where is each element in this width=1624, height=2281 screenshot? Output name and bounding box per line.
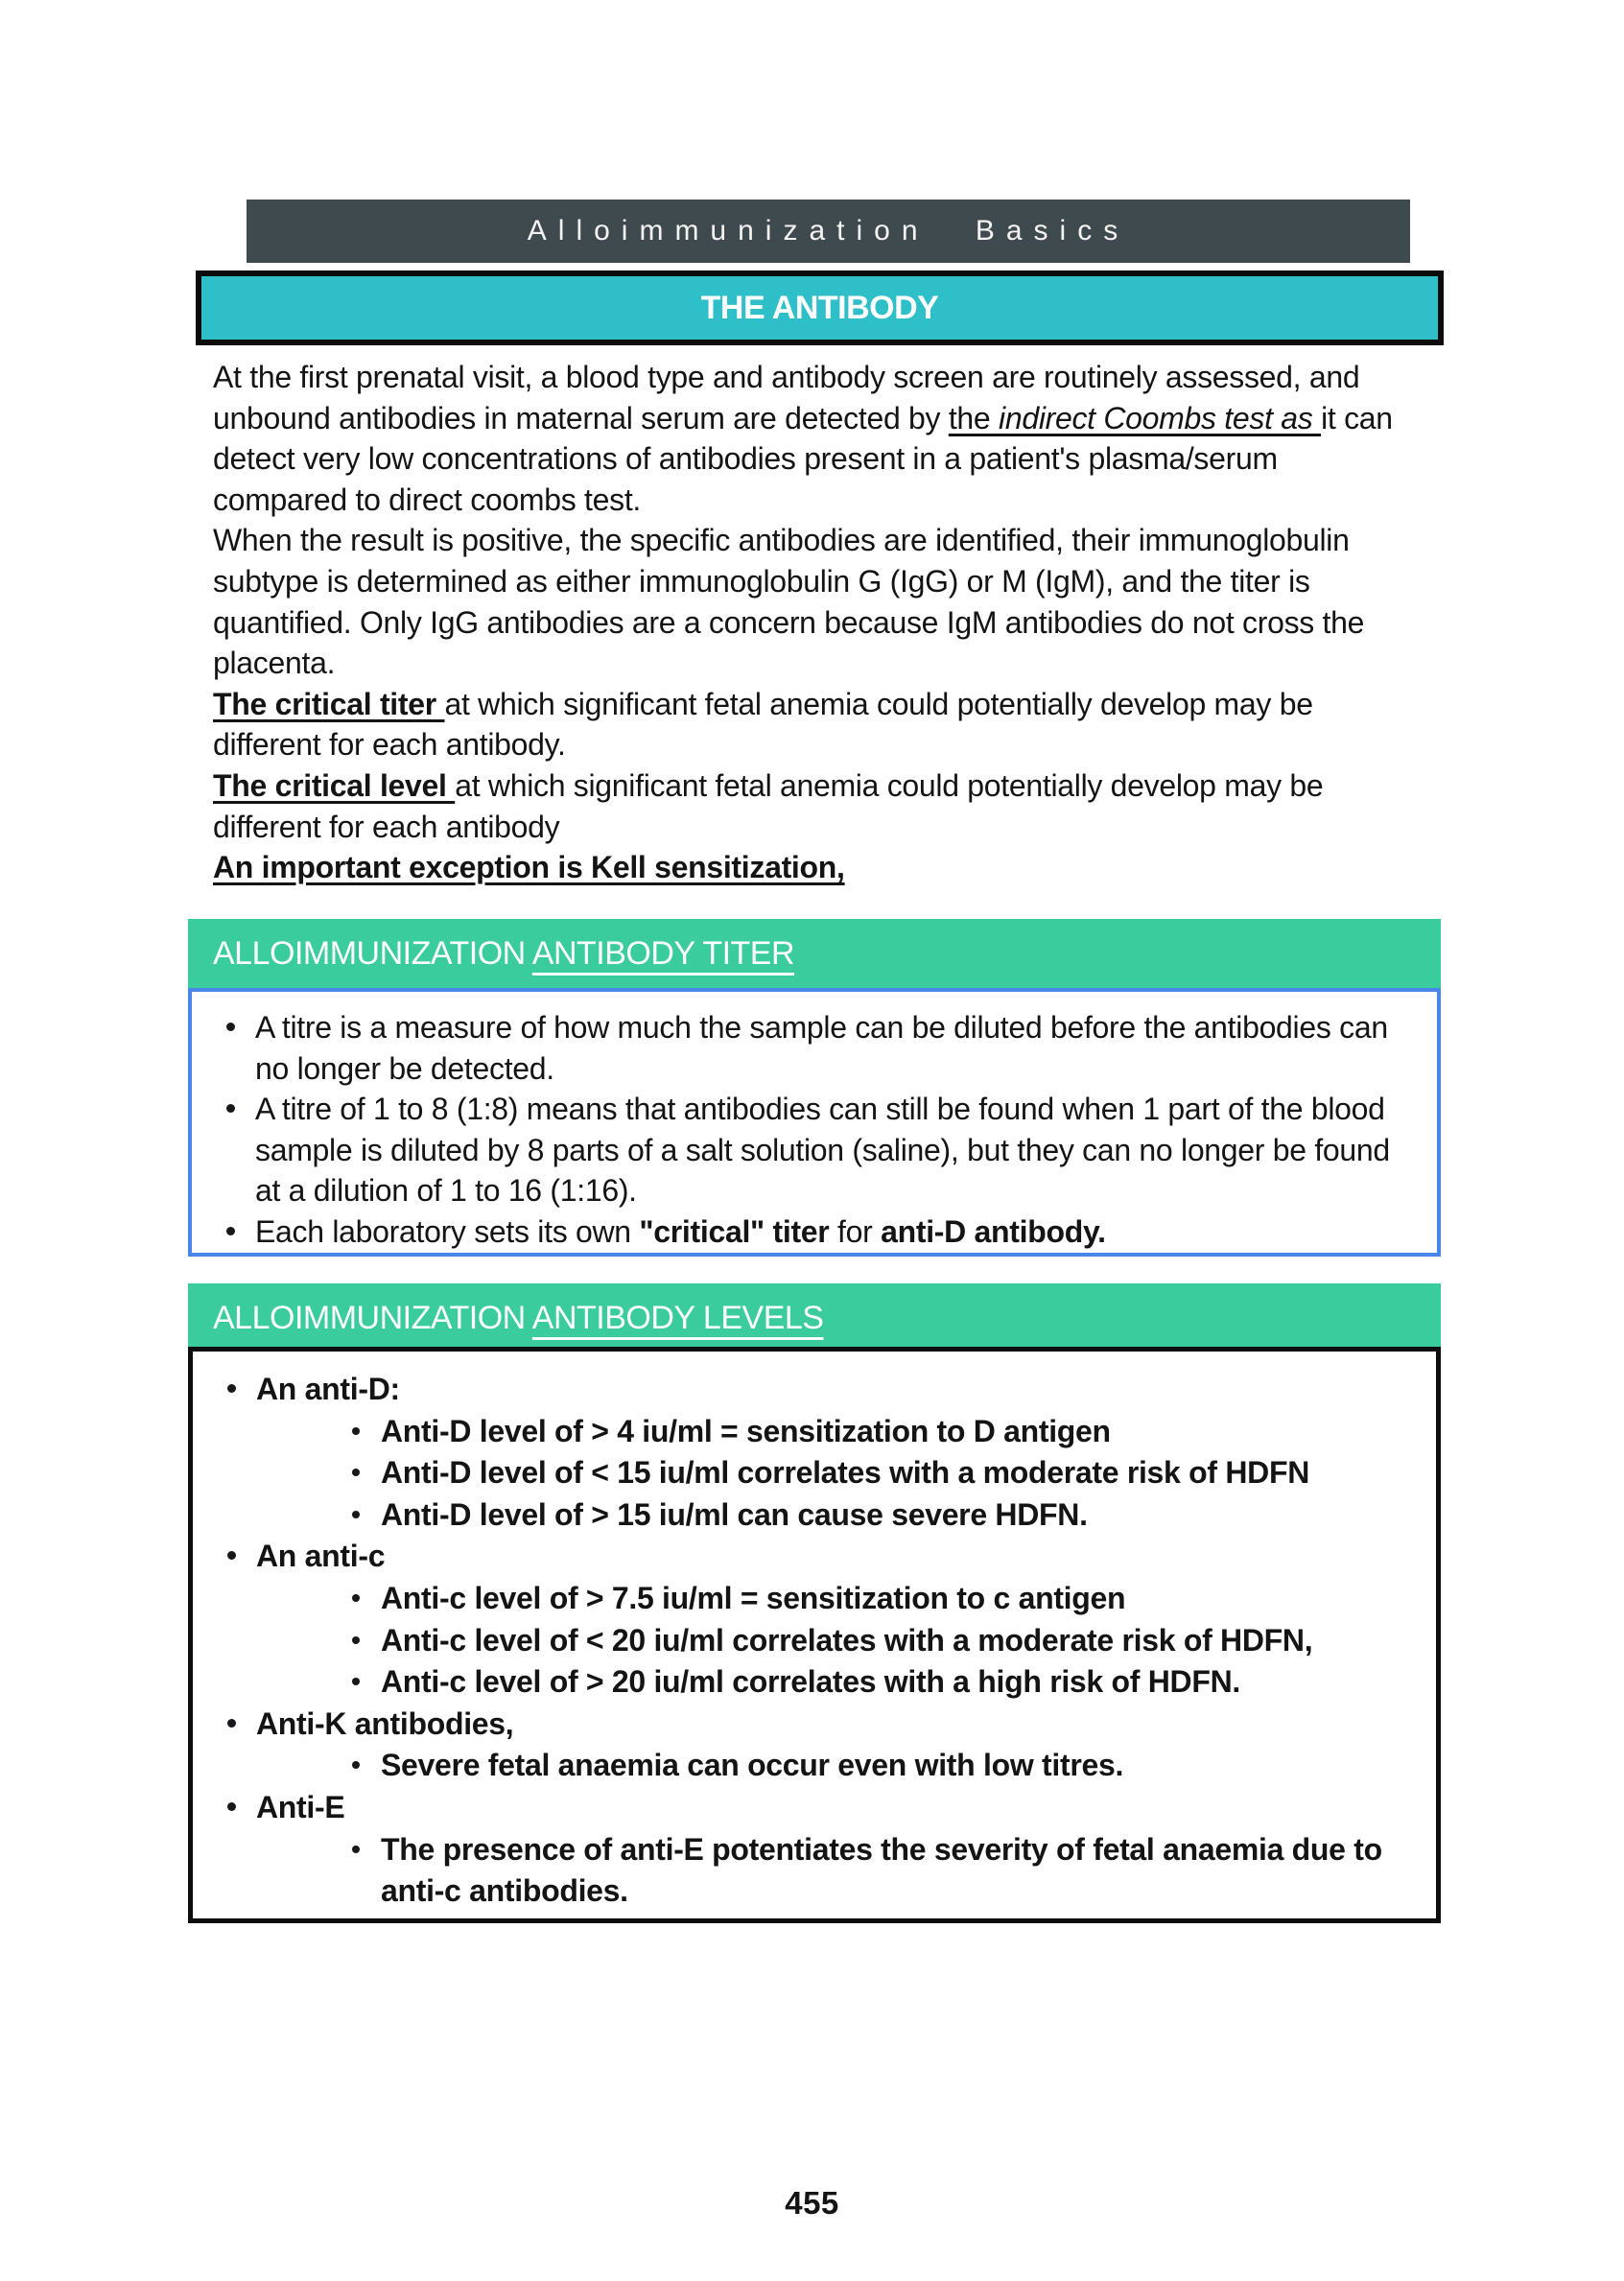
levels-group-anti-e: [212, 1787, 1407, 1913]
anti-d-sublist: [337, 1411, 1407, 1537]
intro-paragraph-5: [213, 847, 1414, 888]
levels-item: Anti-D level of > 4 iu/ml = sensitization to D antigen: [337, 1411, 1407, 1453]
intro-paragraph-2: [213, 520, 1414, 683]
text-segment: The critical level: [213, 767, 456, 803]
titer-header-underlined: ANTIBODY TITER: [531, 934, 795, 972]
levels-item: Severe fetal anaemia can occur even with low titres.: [337, 1745, 1407, 1787]
levels-list: [212, 1369, 1407, 1913]
page-number: 455: [785, 2185, 839, 2221]
text-segment: The critical titer: [213, 686, 445, 721]
text-segment: An important exception is Kell sensitization,: [213, 850, 845, 885]
levels-group-label: Anti-E: [256, 1789, 345, 1824]
text-segment: A titre is a measure of how much the sample can be diluted before the antibodies can no longer be detected.: [255, 1010, 1388, 1086]
titer-list-item-3: [211, 1211, 1402, 1253]
levels-header-underlined: ANTIBODY LEVELS: [531, 1299, 824, 1336]
text-segment: indirect Coombs test as: [999, 400, 1322, 435]
text-segment: at which significant fetal anemia could potentially develop may be different for each antibody: [213, 767, 1324, 844]
intro-paragraph-3: [213, 684, 1414, 765]
titer-content-box: [188, 988, 1441, 1257]
text-segment: anti-D antibody.: [881, 1213, 1106, 1249]
text-segment: Each laboratory sets its own: [255, 1213, 640, 1249]
antibody-header-bar: [196, 270, 1444, 345]
titer-section-header: [188, 919, 1441, 988]
levels-item: The presence of anti-E potentiates the severity of fetal anaemia due to anti-c antibodies.: [337, 1829, 1407, 1913]
text-segment: for: [829, 1213, 882, 1249]
levels-item: Anti-D level of < 15 iu/ml correlates with a moderate risk of HDFN: [337, 1452, 1407, 1494]
levels-group-label: An anti-c: [256, 1539, 386, 1574]
titer-section-header-text: [213, 935, 794, 973]
text-segment: at which significant fetal anemia could potentially develop may be different for each antibody.: [213, 686, 1313, 763]
levels-group-label: An anti-D:: [256, 1372, 400, 1406]
levels-item: Anti-c level of < 20 iu/ml correlates with a moderate risk of HDFN,: [337, 1620, 1407, 1662]
levels-group-anti-d: [212, 1369, 1407, 1536]
intro-text-block: [213, 357, 1414, 888]
titer-header-normal: ALLOIMMUNIZATION: [213, 934, 532, 972]
page-title-bar: [247, 200, 1410, 263]
anti-e-sublist: [337, 1829, 1407, 1913]
levels-item: Anti-c level of > 7.5 iu/ml = sensitization to c antigen: [337, 1578, 1407, 1620]
levels-group-anti-k: [212, 1704, 1407, 1787]
levels-group-label: Anti-K antibodies,: [256, 1705, 514, 1741]
levels-section-header-text: [213, 1300, 823, 1337]
levels-header-normal: ALLOIMMUNIZATION: [213, 1299, 532, 1336]
text-segment: the: [948, 400, 1000, 435]
levels-content-box: [188, 1347, 1441, 1923]
levels-item: Anti-c level of > 20 iu/ml correlates with a high risk of HDFN.: [337, 1661, 1407, 1704]
titer-list-item-2: [211, 1089, 1402, 1211]
text-segment: A titre of 1 to 8 (1:8) means that antibodies can still be found when 1 part of the blood sample is diluted by 8 parts of a salt solution (saline), but they can no longer be found at a dilution of 1 to 16 (1:16).: [255, 1092, 1390, 1209]
page-title: Alloimmunization Basics: [527, 215, 1130, 247]
intro-paragraph-1: [213, 357, 1414, 520]
titer-list-item-1: [211, 1007, 1402, 1089]
anti-c-sublist: [337, 1578, 1407, 1704]
anti-k-sublist: [337, 1745, 1407, 1787]
titer-list: [211, 1007, 1402, 1253]
antibody-header-text: THE ANTIBODY: [700, 289, 939, 326]
text-segment: When the result is positive, the specific antibodies are identified, their immunoglobulin subtype is determined as either immunoglobulin G (IgG) or M (IgM), and the titer is quantified. Only IgG antibodies are a concern because IgM antibodies do not cross the placenta.: [213, 523, 1365, 681]
text-segment: it can detect very low concentrations of antibodies present in a patient's plasma/serum compared to direct coombs test.: [213, 400, 1393, 517]
intro-paragraph-4: [213, 765, 1414, 847]
levels-section-header: [188, 1283, 1441, 1352]
text-segment: At the first prenatal visit, a blood type and antibody screen are routinely assessed, and unbound antibodies in maternal serum are detected by: [213, 360, 1360, 435]
levels-item: Anti-D level of > 15 iu/ml can cause severe HDFN.: [337, 1494, 1407, 1537]
text-segment: "critical" titer: [639, 1213, 830, 1249]
levels-group-anti-c: [212, 1536, 1407, 1703]
